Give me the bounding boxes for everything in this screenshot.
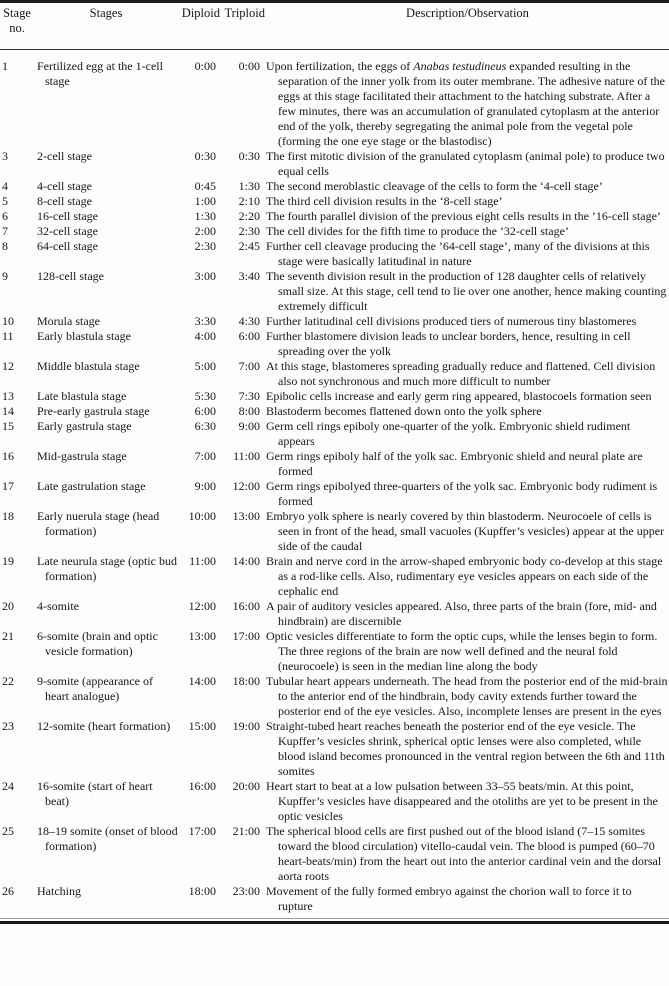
stage-name-cell: 16-somite (start of heart beat) (37, 779, 153, 808)
diploid-time-cell: 10:00 (188, 509, 216, 523)
table-row (0, 599, 669, 629)
table-row (0, 194, 669, 209)
stage-no-cell: 5 (2, 194, 8, 208)
triploid-time-cell: 2:10 (238, 194, 260, 208)
description-cell: The fourth parallel division of the previous eight cells results in the ’16-cell stage’ (266, 209, 661, 223)
col-header-stage-no: Stage no. (0, 3, 34, 50)
stage-no-cell: 23 (2, 719, 14, 733)
stage-no-cell: 22 (2, 674, 14, 688)
diploid-time-cell: 5:30 (194, 389, 216, 403)
triploid-time-cell: 8:00 (238, 404, 260, 418)
table-row (0, 449, 669, 479)
table-row (0, 239, 669, 269)
stage-name-cell: Early nuerula stage (head formation) (37, 509, 160, 538)
stage-name-cell: Hatching (37, 884, 81, 898)
description-cell: Further cell cleavage producing the ’64-cell stage’, many of the divisions at this stage were basically latitudinal in nature (266, 239, 650, 268)
diploid-time-cell: 1:00 (194, 194, 216, 208)
table-header (0, 3, 669, 50)
diploid-time-cell: 0:45 (194, 179, 216, 193)
stage-name-cell: 32-cell stage (37, 224, 98, 238)
diploid-time-cell: 2:30 (194, 239, 216, 253)
diploid-time-cell: 17:00 (188, 824, 216, 838)
diploid-time-cell: 3:00 (194, 269, 216, 283)
diploid-time-cell: 7:00 (194, 449, 216, 463)
stage-name-cell: 18–19 somite (onset of blood formation) (37, 824, 178, 853)
diploid-time-cell: 15:00 (188, 719, 216, 733)
diploid-time-cell: 16:00 (188, 779, 216, 793)
stage-name-cell: 4-somite (37, 599, 79, 613)
table-row (0, 329, 669, 359)
triploid-time-cell: 2:45 (238, 239, 260, 253)
col-header-description: Description/Observation (266, 3, 669, 50)
stage-name-cell: Late gastrulation stage (37, 479, 146, 493)
stage-name-cell: Pre-early gastrula stage (37, 404, 150, 418)
description-text: Upon fertilization, the eggs of (266, 59, 414, 73)
stage-name-cell: 6-somite (brain and optic vesicle formation) (37, 629, 158, 658)
stage-no-cell: 13 (2, 389, 14, 403)
diploid-time-cell: 4:00 (194, 329, 216, 343)
col-header-triploid: Triploid (222, 3, 266, 50)
stage-no-cell: 19 (2, 554, 14, 568)
stage-no-cell: 21 (2, 629, 14, 643)
table-row (0, 50, 669, 150)
description-cell: Further latitudinal cell divisions produced tiers of numerous tiny blastomeres (266, 314, 637, 328)
stage-no-cell: 15 (2, 419, 14, 433)
description-cell: The seventh division result in the production of 128 daughter cells of relatively small size. At this stage, cell tend to lie over one another, hence making counting extremely difficult (266, 269, 667, 313)
species-name-italic: Anabas testudineus (413, 59, 507, 73)
triploid-time-cell: 21:00 (232, 824, 260, 838)
description-cell (266, 50, 669, 150)
stage-no-cell: 7 (2, 224, 8, 238)
stage-no-cell: 6 (2, 209, 8, 223)
triploid-time-cell: 23:00 (232, 884, 260, 898)
stage-no-cell: 20 (2, 599, 14, 613)
triploid-time-cell: 4:30 (238, 314, 260, 328)
triploid-time-cell: 11:00 (233, 449, 260, 463)
table-row (0, 824, 669, 884)
stage-name-cell: Late blastula stage (37, 389, 127, 403)
triploid-time-cell: 7:00 (238, 359, 260, 373)
stage-no-cell: 9 (2, 269, 8, 283)
stage-name-cell: 4-cell stage (37, 179, 92, 193)
description-cell: The cell divides for the fifth time to produce the ’32-cell stage’ (266, 224, 569, 238)
description-cell: Epibolic cells increase and early germ ring appeared, blastocoels formation seen (266, 389, 652, 403)
table-row (0, 224, 669, 239)
table-row (0, 509, 669, 554)
diploid-time-cell: 6:30 (194, 419, 216, 433)
triploid-time-cell: 17:00 (232, 629, 260, 643)
header-row (0, 3, 669, 50)
diploid-time-cell: 0:30 (194, 149, 216, 163)
triploid-time-cell: 18:00 (232, 674, 260, 688)
description-cell: The third cell division results in the ‘8-cell stage’ (266, 194, 503, 208)
triploid-time-cell: 19:00 (232, 719, 260, 733)
diploid-time-cell: 18:00 (188, 884, 216, 898)
stage-no-cell: 1 (2, 59, 8, 73)
table-row (0, 314, 669, 329)
triploid-time-cell: 1:30 (238, 179, 260, 193)
table-bottom-rule-thick (0, 921, 669, 924)
diploid-time-cell: 6:00 (194, 404, 216, 418)
stage-name-cell: 9-somite (appearance of heart analogue) (37, 674, 153, 703)
table-row (0, 779, 669, 824)
table-row (0, 389, 669, 404)
diploid-time-cell: 13:00 (188, 629, 216, 643)
stage-name-cell: 64-cell stage (37, 239, 98, 253)
description-cell: Heart start to beat at a low pulsation between 33–55 beats/min. At this point, Kupffer’s vesicles have disappeared and the otoliths are yet to be present in the optic vesicles (266, 779, 658, 823)
stage-no-cell: 17 (2, 479, 14, 493)
triploid-time-cell: 7:30 (238, 389, 260, 403)
description-cell: At this stage, blastomeres spreading gradually reduce and flattened. Cell division also not synchronous and much more difficult to number (266, 359, 656, 388)
stage-name-cell: Fertilized egg at the 1-cell stage (37, 59, 163, 88)
stage-no-cell: 26 (2, 884, 14, 898)
table-row (0, 719, 669, 779)
stage-name-cell: Late neurula stage (optic bud formation) (37, 554, 177, 583)
table-bottom-rule-thin (0, 918, 669, 919)
table-row (0, 149, 669, 179)
triploid-time-cell: 0:00 (238, 59, 260, 73)
stage-no-cell: 10 (2, 314, 14, 328)
triploid-time-cell: 3:40 (238, 269, 260, 283)
triploid-time-cell: 2:20 (238, 209, 260, 223)
table-row (0, 269, 669, 314)
triploid-time-cell: 12:00 (232, 479, 260, 493)
triploid-time-cell: 14:00 (232, 554, 260, 568)
stage-no-cell: 12 (2, 359, 14, 373)
description-cell: Further blastomere division leads to unclear borders, hence, resulting in cell spreading over the yolk (266, 329, 631, 358)
stage-no-cell: 3 (2, 149, 8, 163)
diploid-time-cell: 2:00 (194, 224, 216, 238)
description-cell: Brain and nerve cord in the arrow-shaped embryonic body co-develop at this stage as a rod-like cells. Also, rudimentary eye vesicles appears on each side of the cephalic end (266, 554, 663, 598)
diploid-time-cell: 9:00 (194, 479, 216, 493)
table-row (0, 404, 669, 419)
col-header-stages: Stages (34, 3, 178, 50)
table-row (0, 674, 669, 719)
diploid-time-cell: 3:30 (194, 314, 216, 328)
description-cell: The second meroblastic cleavage of the cells to form the ‘4-cell stage’ (266, 179, 603, 193)
description-cell: Germ cell rings epiboly one-quarter of the yolk. Embryonic shield rudiment appears (266, 419, 631, 448)
description-cell: The spherical blood cells are first pushed out of the blood island (7–15 somites toward the blood circulation) vitello-caudal vein. The blood is pumped (60–70 heart-beats/min) from the heart out into the anterior cardinal vein and the dorsal aorta roots (266, 824, 662, 883)
stage-name-cell: 128-cell stage (37, 269, 104, 283)
col-header-diploid: Diploid (178, 3, 222, 50)
description-cell: Movement of the fully formed embryo against the chorion wall to force it to rupture (266, 884, 632, 913)
stage-name-cell: Early gastrula stage (37, 419, 132, 433)
diploid-time-cell: 14:00 (188, 674, 216, 688)
table-row (0, 629, 669, 674)
diploid-time-cell: 0:00 (194, 59, 216, 73)
triploid-time-cell: 16:00 (232, 599, 260, 613)
stage-name-cell: 12-somite (heart formation) (37, 719, 171, 733)
triploid-time-cell: 13:00 (232, 509, 260, 523)
description-cell: Straight-tubed heart reaches beneath the posterior end of the eye vesicle. The Kupffer’s vesicles shrink, spherical optic lenses were also completed, while blood island becomes pronounced in the ventral region between the 6th and 11th somites (266, 719, 665, 778)
table-row (0, 554, 669, 599)
stage-name-cell: 8-cell stage (37, 194, 92, 208)
description-cell: Blastoderm becomes flattened down onto the yolk sphere (266, 404, 542, 418)
stage-name-cell: Morula stage (37, 314, 100, 328)
stage-name-cell: 2-cell stage (37, 149, 92, 163)
table-row (0, 179, 669, 194)
description-cell: Germ rings epibolyed three-quarters of the yolk sac. Embryonic body rudiment is formed (266, 479, 658, 508)
diploid-time-cell: 5:00 (194, 359, 216, 373)
diploid-time-cell: 12:00 (188, 599, 216, 613)
embryonic-stages-table (0, 3, 669, 914)
stage-name-cell: 16-cell stage (37, 209, 98, 223)
table-row (0, 419, 669, 449)
stage-name-cell: Early blastula stage (37, 329, 131, 343)
stage-no-cell: 25 (2, 824, 14, 838)
stage-no-cell: 8 (2, 239, 8, 253)
stage-no-cell: 18 (2, 509, 14, 523)
triploid-time-cell: 20:00 (232, 779, 260, 793)
triploid-time-cell: 0:30 (238, 149, 260, 163)
description-text: expanded resulting in the separation of the inner yolk from its outer membrane. The adhesive nature of the eggs at this stage facilitated their attachment to the hatching substrate. After a few minutes, there was an accumulation of granulated cytoplasm at the anterior end of the yolk, thereby segregating the animal pole from the vegetal pole (forming the one eye stage or the blastodisc) (278, 59, 665, 148)
diploid-time-cell: 1:30 (194, 209, 216, 223)
triploid-time-cell: 2:30 (238, 224, 260, 238)
table-row (0, 209, 669, 224)
table-row (0, 479, 669, 509)
stage-name-cell: Mid-gastrula stage (37, 449, 127, 463)
description-cell: Embryo yolk sphere is nearly covered by thin blastoderm. Neurocoele of cells is seen in front of the head, small vacuoles (Kupffer’s vesicles) appear at the upper side of the caudal (266, 509, 665, 553)
description-cell: The first mitotic division of the granulated cytoplasm (animal pole) to produce two equal cells (266, 149, 665, 178)
stage-no-cell: 14 (2, 404, 14, 418)
diploid-time-cell: 11:00 (189, 554, 216, 568)
description-cell: A pair of auditory vesicles appeared. Also, three parts of the brain (fore, mid- and hindbrain) are discernible (266, 599, 657, 628)
triploid-time-cell: 9:00 (238, 419, 260, 433)
table-row (0, 884, 669, 914)
table-row (0, 359, 669, 389)
stage-no-cell: 16 (2, 449, 14, 463)
table-body (0, 50, 669, 915)
stage-no-cell: 11 (2, 329, 14, 343)
stage-no-cell: 24 (2, 779, 14, 793)
stage-name-cell: Middle blastula stage (37, 359, 140, 373)
description-cell: Germ rings epiboly half of the yolk sac. Embryonic shield and neural plate are formed (266, 449, 643, 478)
description-cell: Optic vesicles differentiate to form the optic cups, while the lenses begin to form. The three regions of the brain are now well defined and the neural fold (neurocoele) is seen in the median line along the body (266, 629, 658, 673)
stage-no-cell: 4 (2, 179, 8, 193)
description-cell: Tubular heart appears underneath. The head from the posterior end of the mid-brain to the anterior end of the hindbrain, body cavity extends further toward the posterior end of the eye vesicles. Also, incomplete lenses are present in the eyes (266, 674, 668, 718)
triploid-time-cell: 6:00 (238, 329, 260, 343)
